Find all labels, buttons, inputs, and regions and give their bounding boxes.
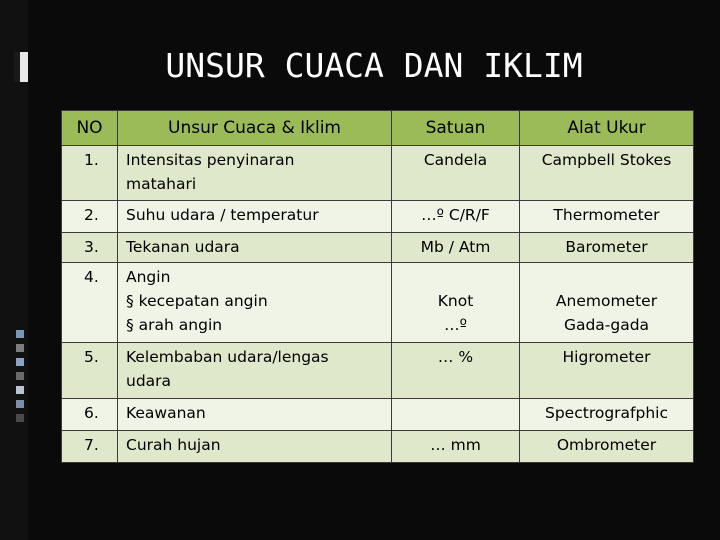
table-row (62, 146, 694, 201)
row-number: 5. (62, 343, 118, 399)
row-unsur: Tekanan udara (118, 233, 392, 263)
row-alat-line: Gada-gada (563, 316, 650, 334)
weather-elements-table (61, 110, 694, 463)
row-number: 6. (62, 399, 118, 431)
row-unsur-line: matahari (126, 175, 197, 193)
decor-square (16, 344, 24, 352)
table-header-row (62, 111, 694, 146)
row-alat: Thermometer (520, 201, 694, 233)
row-satuan: …º C/R/F (392, 201, 520, 233)
table-row (62, 233, 694, 263)
row-unsur: Keawanan (118, 399, 392, 431)
decor-square (16, 400, 24, 408)
decor-square (16, 358, 24, 366)
decor-square (16, 386, 24, 394)
row-alat (520, 263, 694, 343)
row-alat: Higrometer (520, 343, 694, 399)
row-unsur-line: Angin (126, 268, 171, 286)
decor-square (16, 372, 24, 380)
row-alat-line: Anemometer (555, 292, 658, 310)
table-row (62, 201, 694, 233)
row-number: 3. (62, 233, 118, 263)
row-unsur-bullet: § kecepatan angin (126, 292, 268, 310)
row-satuan: … % (392, 343, 520, 399)
row-satuan: Candela (392, 146, 520, 201)
table-row (62, 431, 694, 463)
header-no: NO (62, 111, 118, 146)
row-unsur-line: Kelembaban udara/lengas (126, 348, 329, 366)
table-row (62, 343, 694, 399)
row-unsur (118, 146, 392, 201)
row-number: 1. (62, 146, 118, 201)
row-satuan: Mb / Atm (392, 233, 520, 263)
row-unsur: Suhu udara / temperatur (118, 201, 392, 233)
title-accent-bar-light (20, 52, 28, 82)
header-unsur: Unsur Cuaca & Iklim (118, 111, 392, 146)
row-satuan-line: …º (444, 316, 467, 334)
table-row (62, 263, 694, 343)
row-satuan (392, 399, 520, 431)
row-alat: Spectrografphic (520, 399, 694, 431)
row-satuan: … mm (392, 431, 520, 463)
row-unsur-bullet: § arah angin (126, 316, 223, 334)
header-satuan: Satuan (392, 111, 520, 146)
row-alat: Barometer (520, 233, 694, 263)
row-alat: Campbell Stokes (520, 146, 694, 201)
row-number: 7. (62, 431, 118, 463)
row-number: 2. (62, 201, 118, 233)
row-number: 4. (62, 263, 118, 343)
row-unsur (118, 343, 392, 399)
row-satuan-line: Knot (437, 292, 474, 310)
header-alat: Alat Ukur (520, 111, 694, 146)
decor-square (16, 414, 24, 422)
row-unsur-line: udara (126, 372, 172, 390)
row-alat: Ombrometer (520, 431, 694, 463)
row-satuan (392, 263, 520, 343)
row-unsur-line: Intensitas penyinaran (126, 151, 295, 169)
decor-square (16, 330, 24, 338)
row-unsur: Curah hujan (118, 431, 392, 463)
row-unsur (118, 263, 392, 343)
table-row (62, 399, 694, 431)
slide-title: UNSUR CUACA DAN IKLIM (165, 46, 583, 85)
